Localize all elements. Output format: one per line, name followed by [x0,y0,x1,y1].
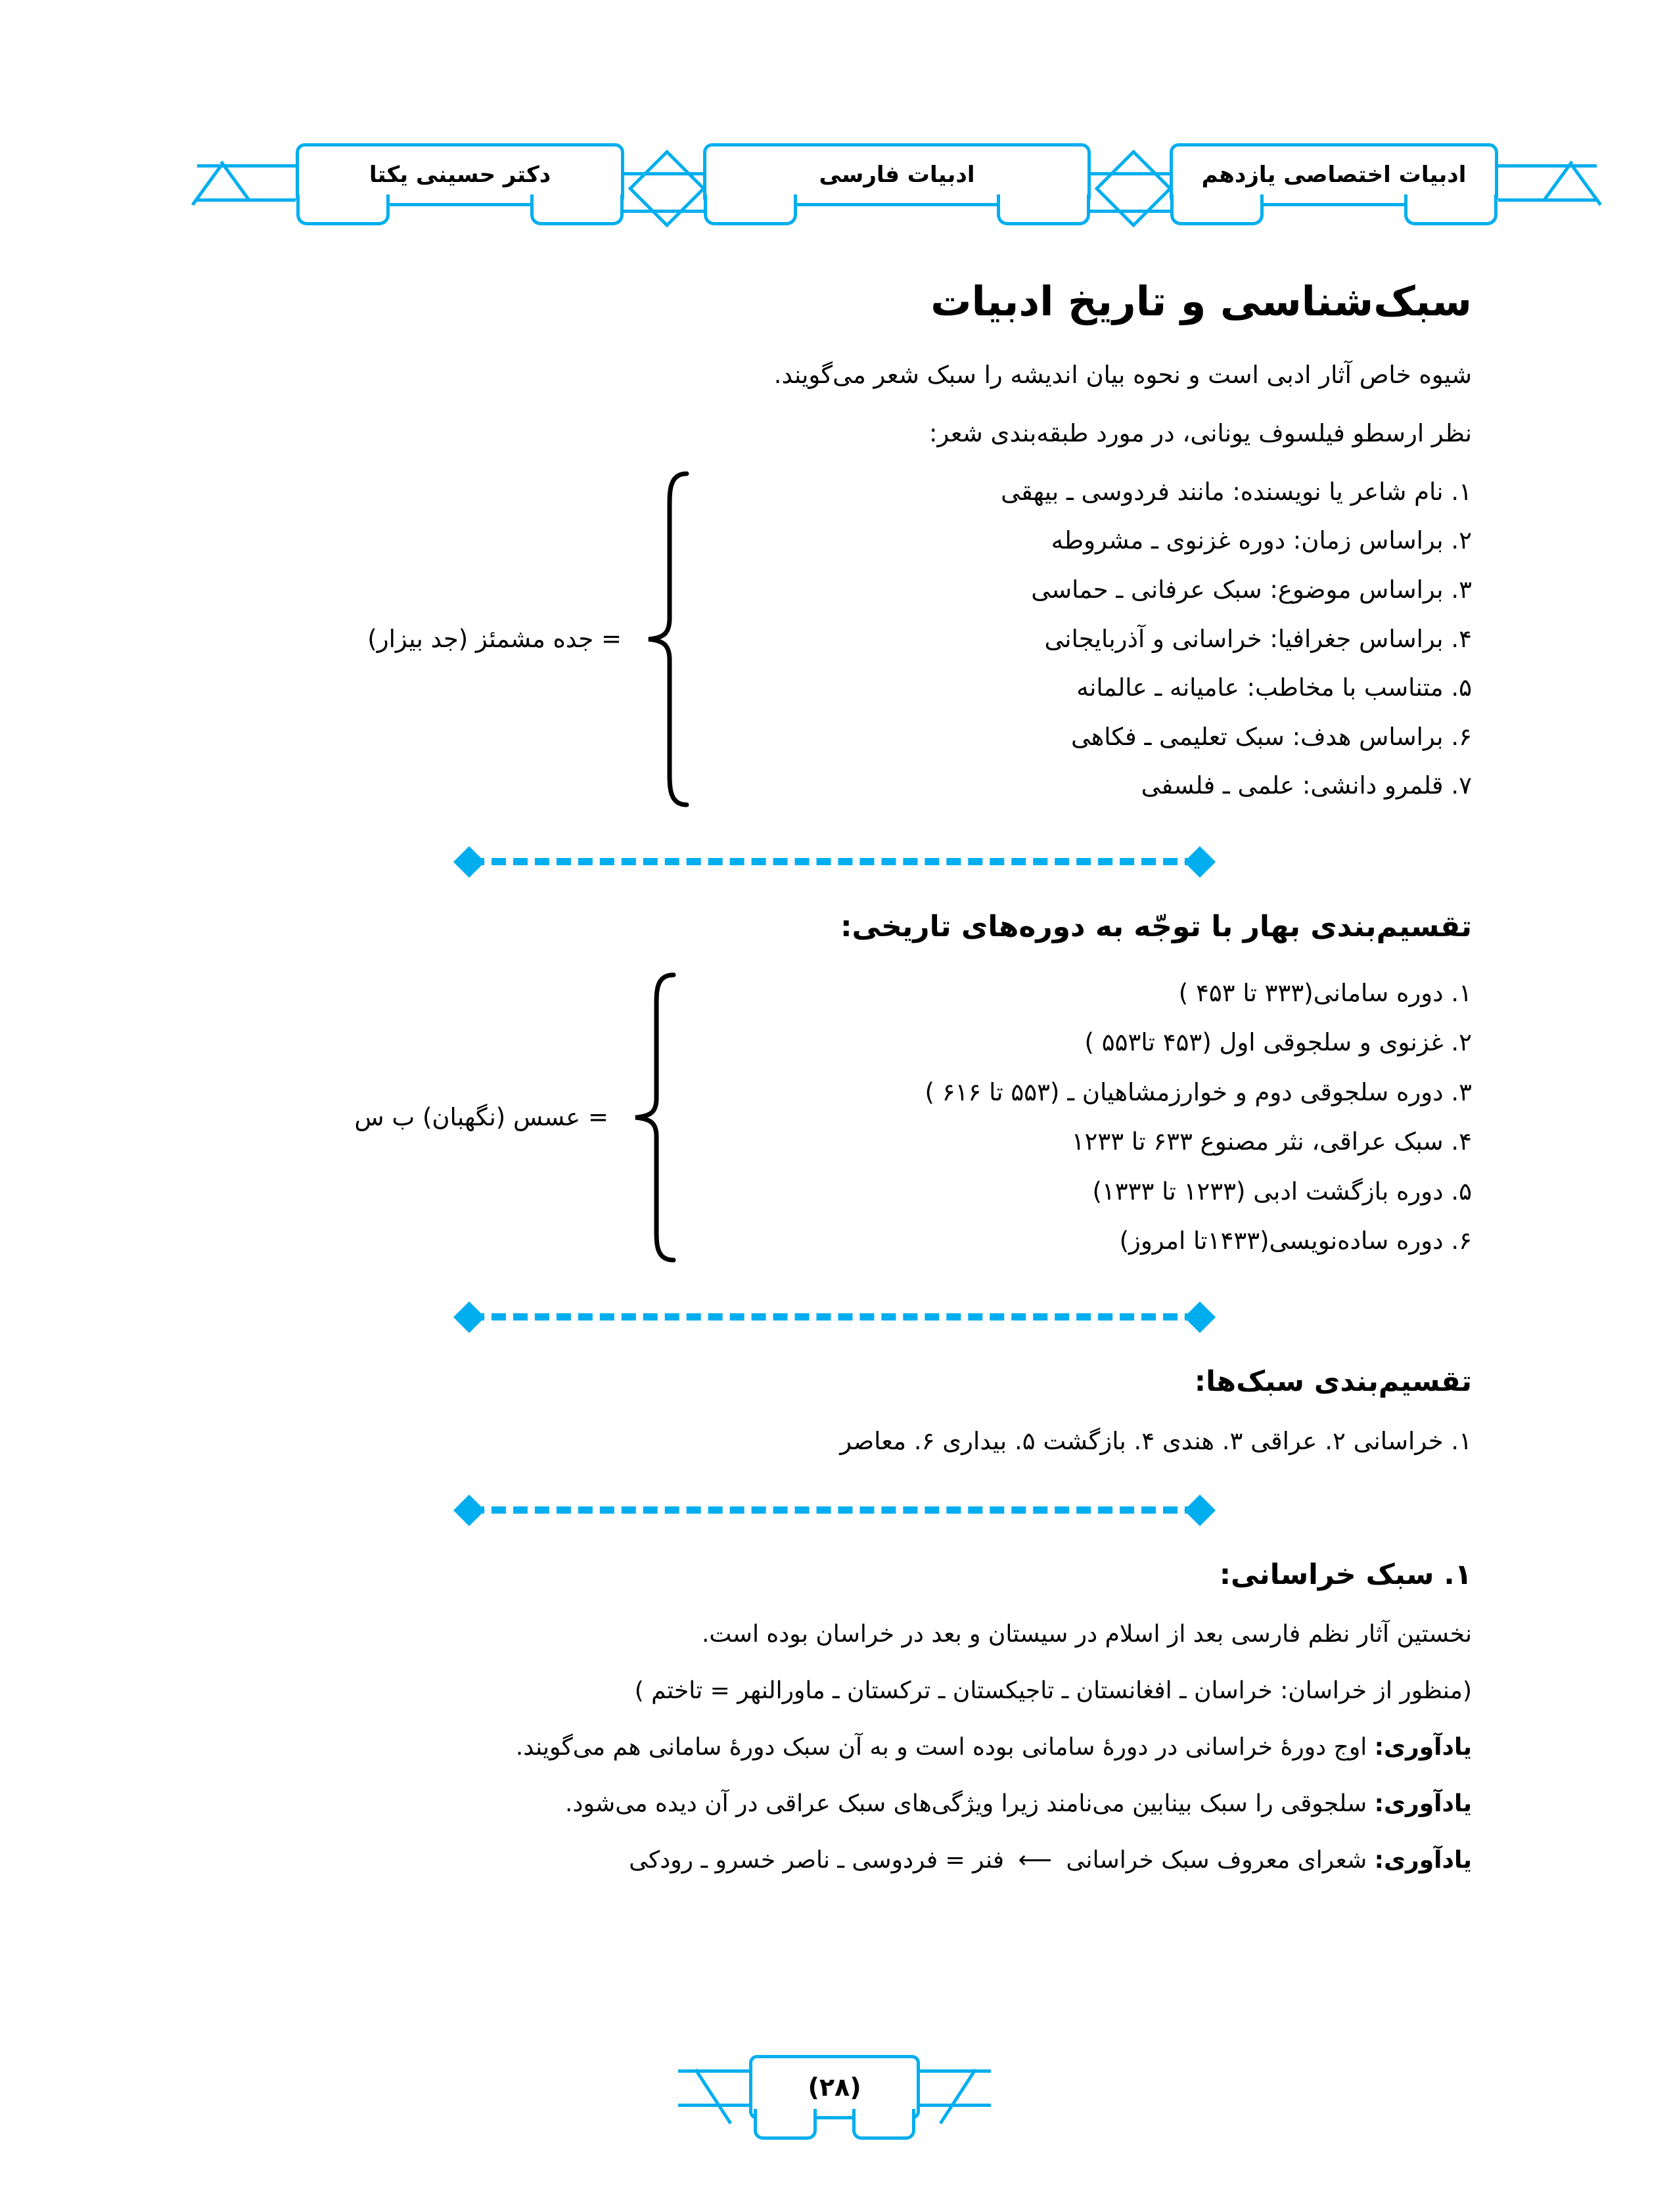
khorasani-paragraph-2: (منظور از خراسان: خراسان ـ افغانستان ـ تاجیکستان ـ ترکستان ـ ماورالنهر = تاختم ) [634,1677,1472,1704]
reminder-note-2 [197,1787,1472,1821]
section-title-bahar: تقسیم‌بندی بهار با توجّه به دوره‌های تاریخی: [840,909,1472,943]
list-item: ۷. قلمرو دانشی: علمی ـ فلسفی [1141,771,1472,800]
document-content [197,276,1472,1901]
ribbon-group [197,135,1597,214]
footer-fold-right [852,2109,915,2140]
footer-page-ribbon [0,2048,1669,2127]
ribbon-label-author: دکتر حسینی یکتا [369,162,551,188]
reminder-note-1 [197,1730,1472,1765]
divider-line [470,1506,1199,1514]
curly-brace-icon [620,970,683,1265]
list-item: ۵. دوره بازگشت ادبی (۱۲۳۳ تا ۱۳۳۳) [1092,1177,1472,1206]
ribbon-tail-right [197,135,296,214]
reminder-text-b: فنر = فردوسی ـ ناصر خسرو ـ رودکی [629,1847,1012,1874]
aristotle-mnemonic: = جده مشمئز (جد بیزار) [367,625,622,654]
list-item: ۱. نام شاعر یا نویسنده: مانند فردوسی ـ بیهقی [1001,477,1472,506]
reminder-text: اوج دورهٔ خراسانی در دورهٔ سامانی بوده است و به آن سبک دورهٔ سامانی هم می‌گویند. [515,1733,1375,1761]
reminder-label: یادآوری: [1374,1847,1472,1874]
divider-line [470,1313,1199,1320]
list-item: ۲. غزنوی و سلجوقی اول (۴۵۳ تا۵۵۳ ) [1084,1028,1472,1057]
list-item: ۴. سبک عراقی، نثر مصنوع ۶۳۳ تا ۱۲۳۳ [1071,1127,1472,1156]
section-title-styles: تقسیم‌بندی سبک‌ها: [1194,1365,1472,1398]
khorasani-paragraph-1: نخستین آثار نظم فارسی بعد از اسلام در سیستان و بعد در خراسان بوده است. [701,1620,1472,1648]
reminder-label: یادآوری: [1374,1733,1472,1761]
page-title: سبک‌شناسی و تاریخ ادبیات [930,277,1472,325]
bahar-list [683,970,1472,1265]
divider-line [470,858,1199,865]
ribbon-label-course: ادبیات اختصاصی یازدهم [1201,162,1467,188]
ribbon-cell-subject [703,143,1091,206]
list-item: ۴. براساس جغرافیا: خراسانی و آذربایجانی [1044,624,1472,653]
ribbon-cell-course [1170,143,1498,206]
ribbon-fold-left [704,194,797,225]
section-title-khorasani: ۱. سبک خراسانی: [1219,1558,1472,1591]
ribbon-knot-icon [1091,136,1170,214]
ribbon-tail-left [1498,135,1597,214]
section-divider [197,851,1472,873]
intro-paragraph-1: شیوه خاص آثار ادبی است و نحوه بیان اندیشه را سبک شعر می‌گویند. [773,360,1472,389]
footer-ribbon-wrap [749,2055,920,2119]
bahar-brace-block [197,970,1472,1265]
reminder-label: یادآوری: [1374,1790,1472,1818]
page-number-badge [749,2055,920,2119]
list-item: ۲. براساس زمان: دوره غزنوی ـ مشروطه [1051,526,1472,555]
diamond-icon [1184,846,1216,878]
list-item: ۳. براساس موضوع: سبک عرفانی ـ حماسی [1031,575,1472,604]
ribbon-fold-right [1404,194,1498,225]
list-item: ۳. دوره سلجوقی دوم و خوارزمشاهیان ـ (۵۵۳ تا ۶۱۶ ) [925,1077,1472,1106]
curly-brace-icon [633,468,697,810]
footer-tail-left [678,2069,750,2131]
header-ribbon-banner [197,129,1472,221]
list-item: ۱. دوره سامانی(۳۳۳ تا ۴۵۳ ) [1178,978,1472,1007]
footer-fold-left [754,2109,817,2140]
diamond-icon [453,1301,485,1333]
list-item: ۶. براساس هدف: سبک تعلیمی ـ فکاهی [1070,722,1472,751]
intro-paragraph-2: نظر ارسطو فیلسوف یونانی، در مورد طبقه‌بندی شعر: [928,419,1472,448]
reminder-note-3 [197,1843,1472,1878]
section-divider [197,1306,1472,1328]
page-number: (۲۸) [808,2073,861,2102]
section-divider [197,1499,1472,1522]
aristotle-brace-block [197,468,1472,810]
left-arrow-icon: ⟵ [1018,1847,1053,1874]
ribbon-fold-right [530,194,624,225]
ribbon-fold-left [296,194,390,225]
list-item: ۵. متناسب با مخاطب: عامیانه ـ عالمانه [1076,673,1472,702]
footer-tail-right [919,2069,991,2131]
ribbon-fold-right [997,194,1090,225]
reminder-text: سلجوقی را سبک بینابین می‌نامند زیرا ویژگی‌های سبک عراقی در آن دیده می‌شود. [564,1790,1375,1818]
reminder-text-a: شعرای معروف سبک خراسانی [1059,1847,1375,1874]
ribbon-knot-icon [624,136,703,214]
aristotle-list [697,468,1472,810]
ribbon-label-subject: ادبیات فارسی [819,162,975,188]
styles-list: ۱. خراسانی ۲. عراقی ۳. هندی ۴. بازگشت ۵. بیداری ۶. معاصر [840,1426,1472,1455]
bahar-mnemonic: = عسس (نگهبان) ب س [354,1103,608,1132]
ribbon-cell-author [296,143,624,206]
list-item: ۶. دوره ساده‌نویسی(۱۴۳۳تا امروز) [1119,1227,1472,1255]
diamond-icon [1184,1301,1216,1333]
diamond-icon [453,846,485,878]
diamond-icon [1184,1495,1216,1526]
diamond-icon [453,1495,485,1526]
ribbon-fold-left [1170,194,1264,225]
